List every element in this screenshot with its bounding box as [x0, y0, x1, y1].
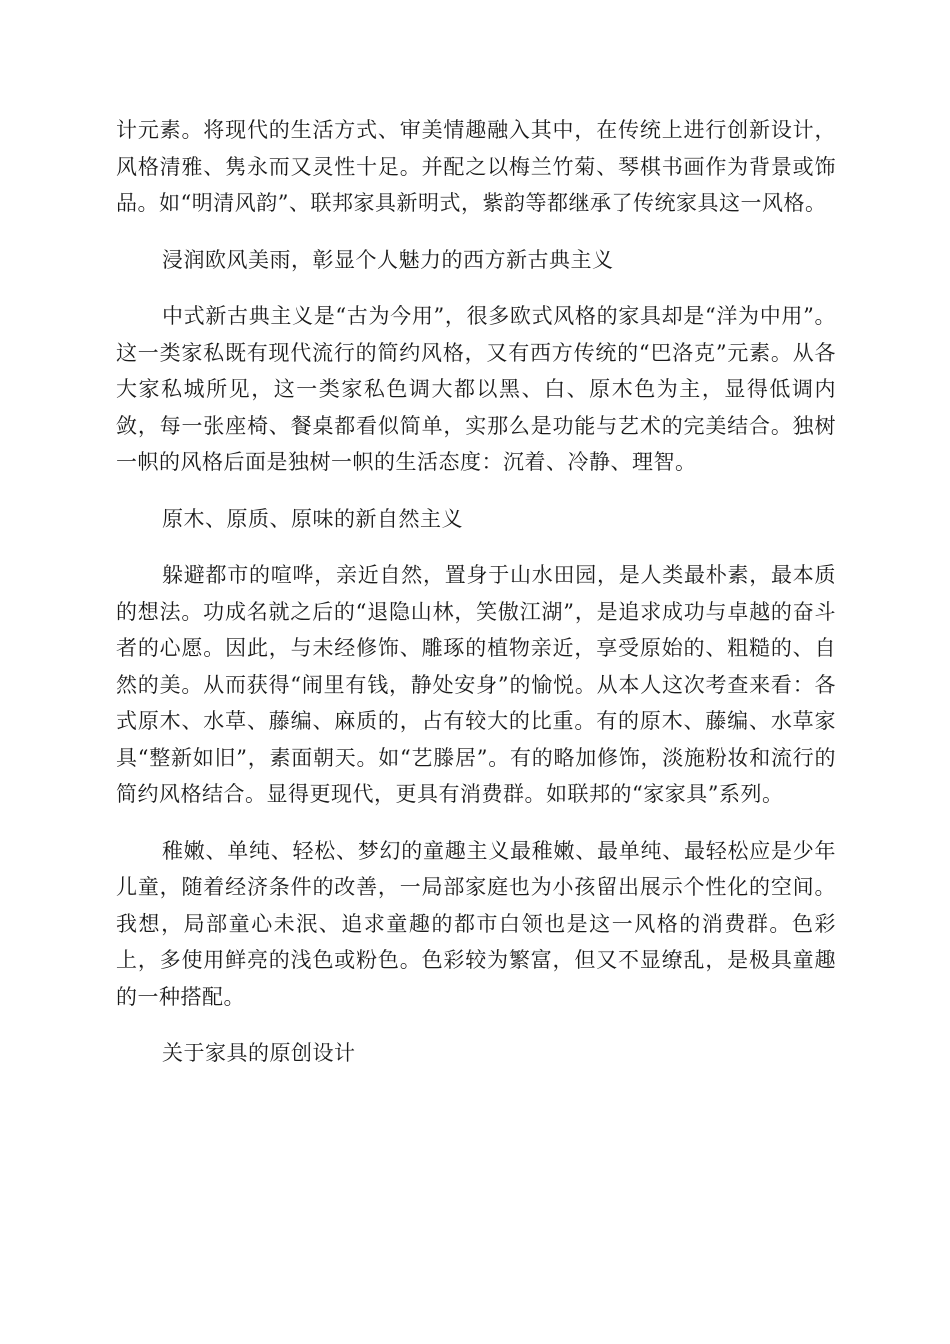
paragraph-western-neoclassical: 中式新古典主义是“古为今用”，很多欧式风格的家具却是“洋为中用”。这一类家私既有现代流行的简约风格，又有西方传统的“巴洛克”元素。从各大家私城所见，这一类家私色调大都以黑、白、原木色为主，显得低调内敛，每一张座椅、餐桌都看似简单，实那么是功能与艺术的完美结合。独树一帜的风格后面是独树一帜的生活态度：沉着、冷静、理智。: [116, 304, 836, 474]
paragraph-childlike-style: 稚嫩、单纯、轻松、梦幻的童趣主义最稚嫩、最单纯、最轻松应是少年儿童，随着经济条件的改善，一局部家庭也为小孩留出展示个性化的空间。我想，局部童心未泯、追求童趣的都市白领也是这一风格的消费群。色彩上，多使用鲜亮的浅色或粉色。色彩较为繁富，但又不显缭乱，是极具童趣的一种搭配。: [116, 838, 836, 1009]
section-heading-western-neoclassical: 浸润欧风美雨，彰显个人魅力的西方新古典主义: [162, 247, 614, 272]
section-heading-new-naturalism: 原木、原质、原味的新自然主义: [162, 506, 463, 531]
document-page: [116, 112, 836, 1092]
paragraph-new-naturalism: 躲避都市的喧哗，亲近自然，置身于山水田园，是人类最朴素，最本质的想法。功成名就之后的“退隐山林，笑傲江湖”，是追求成功与卓越的奋斗者的心愿。因此，与未经修饰、雕琢的植物亲近，享受原始的、粗糙的、自然的美。从而获得“闹里有钱，静处安身”的愉悦。从本人这次考查来看：各式原木、水草、藤编、麻质的，占有较大的比重。有的原木、藤编、水草家具“整新如旧”，素面朝天。如“艺滕居”。有的略加修饰，淡施粉妆和流行的简约风格结合。显得更现代，更具有消费群。如联邦的“家家具”系列。: [116, 563, 836, 806]
paragraph-1: 计元素。将现代的生活方式、审美情趣融入其中，在传统上进行创新设计，风格清雅、隽永而又灵性十足。并配之以梅兰竹菊、琴棋书画作为背景或饰品。如“明清风韵”、联邦家具新明式，紫韵等都继承了传统家具这一风格。: [116, 118, 836, 215]
section-heading-original-design: 关于家具的原创设计: [162, 1041, 356, 1065]
